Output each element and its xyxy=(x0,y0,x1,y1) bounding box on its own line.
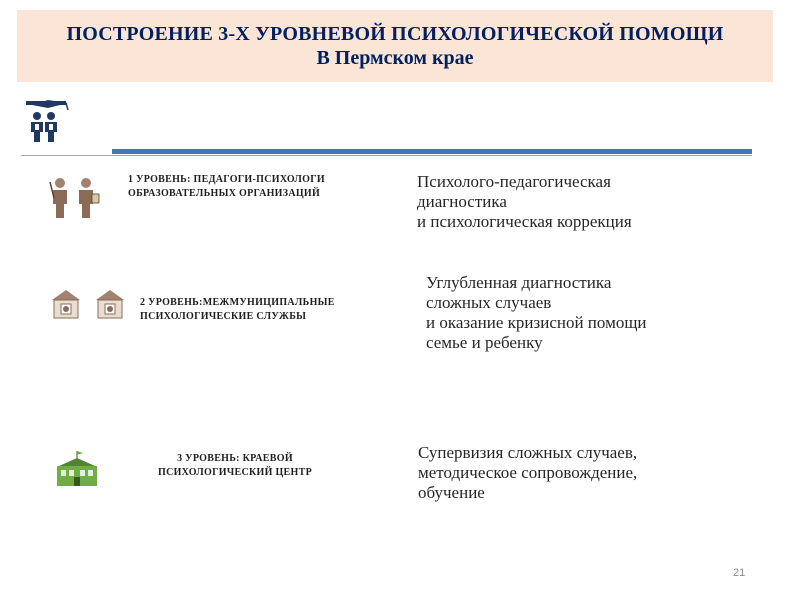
level-1-description xyxy=(417,172,632,232)
level-3-desc-line: Супервизия сложных случаев, xyxy=(418,443,638,462)
level-3-desc-line: обучение xyxy=(418,483,485,502)
level-1-desc-line: диагностика xyxy=(417,192,507,211)
level-2-title-line: ПСИХОЛОГИЧЕСКИЕ СЛУЖБЫ xyxy=(140,311,307,322)
level-3-title-line: ПСИХОЛОГИЧЕСКИЙ ЦЕНТР xyxy=(158,467,312,478)
page-header xyxy=(17,10,773,82)
header-divider-thin xyxy=(21,155,752,156)
level-2-description xyxy=(426,273,647,353)
level-3-desc-line: методическое сопровождение, xyxy=(418,463,638,482)
level-2-desc-line: сложных случаев xyxy=(426,293,552,312)
level-2-desc-line: Углубленная диагностика xyxy=(426,273,612,292)
level-3-title xyxy=(158,452,312,480)
level-1-title xyxy=(128,173,325,201)
level-3-title-line: 3 УРОВЕНЬ: КРАЕВОЙ xyxy=(177,453,293,464)
level-1-title-line: 1 УРОВЕНЬ: ПЕДАГОГИ-ПСИХОЛОГИ xyxy=(128,174,325,185)
slide-number: 21 xyxy=(733,567,746,579)
page-subtitle: В Пермском крае xyxy=(316,47,474,69)
family-logo-icon xyxy=(24,98,70,144)
level-1-desc-line: и психологическая коррекция xyxy=(417,212,632,231)
level-2-desc-line: семье и ребенку xyxy=(426,333,543,352)
level-1-desc-line: Психолого-педагогическая xyxy=(417,172,611,191)
level-3-description xyxy=(418,443,637,503)
level-2-title-line: 2 УРОВЕНЬ:МЕЖМУНИЦИПАЛЬНЫЕ xyxy=(140,297,335,308)
center-building-icon xyxy=(55,450,99,488)
page-title: ПОСТРОЕНИЕ 3-Х УРОВНЕВОЙ ПСИХОЛОГИЧЕСКОЙ ПОМОЩИ xyxy=(66,23,724,45)
teachers-icon xyxy=(46,176,102,220)
service-house-icon xyxy=(51,288,127,320)
level-1-title-line: ОБРАЗОВАТЕЛЬНЫХ ОРГАНИЗАЦИЙ xyxy=(128,188,321,199)
level-2-desc-line: и оказание кризисной помощи xyxy=(426,313,647,332)
header-divider xyxy=(112,149,752,154)
level-2-title xyxy=(140,296,335,324)
